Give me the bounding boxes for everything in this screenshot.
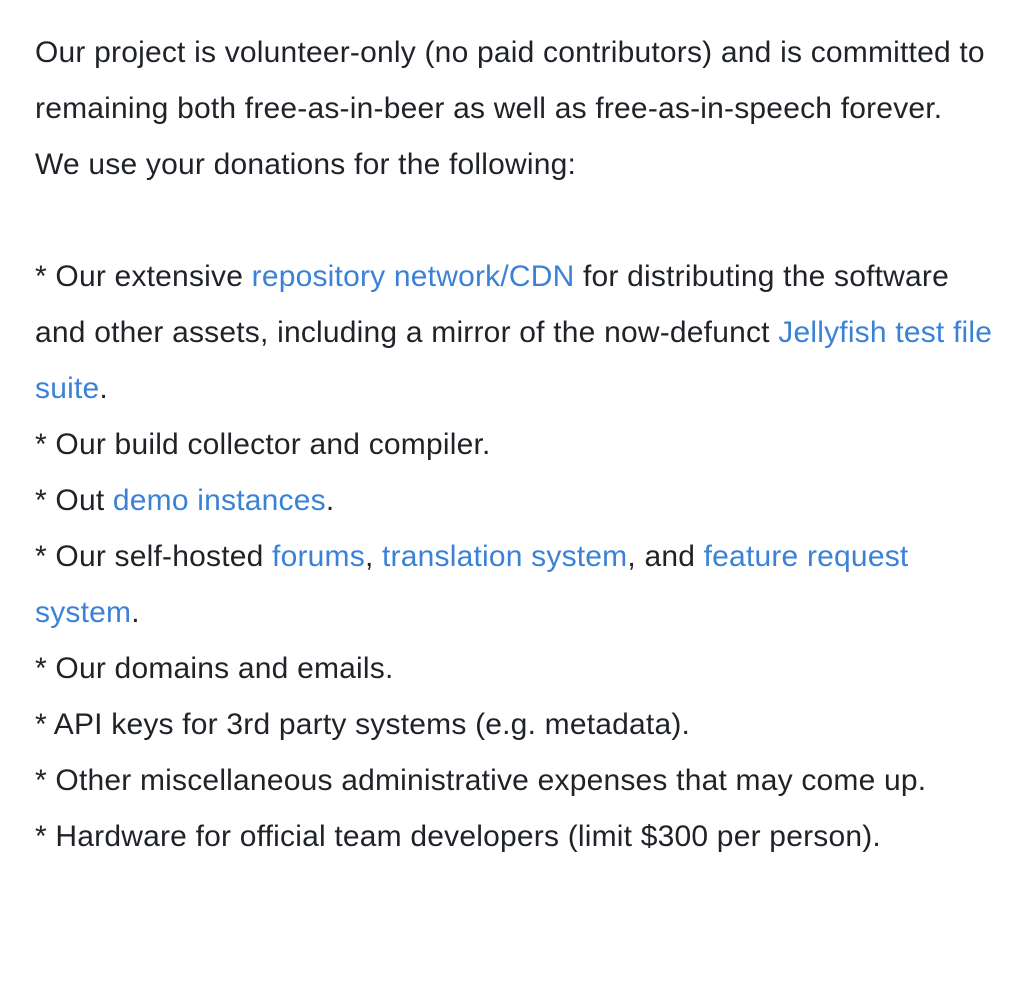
list-item-build: * Our build collector and compiler. <box>35 428 491 461</box>
list-item-domains: * Our domains and emails. <box>35 652 394 685</box>
donation-uses-text <box>35 25 995 865</box>
list-item-api: * API keys for 3rd party systems (e.g. metadata). <box>35 708 691 741</box>
list-item-selfhosted-suffix: . <box>131 596 140 629</box>
list-item-cdn-middle: for distributing the software and other assets, including a mirror of the now-defunct <box>35 260 949 349</box>
translation-system-link[interactable]: translation system <box>382 540 628 573</box>
list-item-selfhosted-sep2: , and <box>627 540 704 573</box>
jellyfish-link[interactable]: Jellyfish test file suite <box>35 316 993 405</box>
forums-link[interactable]: forums <box>272 540 365 573</box>
list-item-selfhosted-sep1: , <box>364 540 383 573</box>
list-item-hardware: * Hardware for official team developers (limit $300 per person). <box>35 820 881 853</box>
demo-instances-link[interactable]: demo instances <box>112 484 326 517</box>
list-item-cdn-suffix: . <box>99 372 108 405</box>
list-item-demo <box>35 473 995 529</box>
list-item-cdn <box>35 249 995 417</box>
list-item-selfhosted <box>35 529 995 641</box>
list-item-selfhosted-prefix: * Our self-hosted <box>35 540 273 573</box>
intro-paragraph: Our project is volunteer-only (no paid contributors) and is committed to remaining both free-as-in-beer as well as free-as-in-speech forever. We use your donations for the following: <box>35 36 985 181</box>
feature-request-system-link[interactable]: feature request system <box>35 540 909 629</box>
list-item-misc: * Other miscellaneous administrative expenses that may come up. <box>35 764 927 797</box>
list-item-demo-prefix: * Out <box>35 484 113 517</box>
paragraph-gap <box>35 193 995 249</box>
repository-network-link[interactable]: repository network/CDN <box>251 260 575 293</box>
list-item-demo-suffix: . <box>325 484 335 517</box>
list-item-cdn-prefix: * Our extensive <box>35 260 252 293</box>
